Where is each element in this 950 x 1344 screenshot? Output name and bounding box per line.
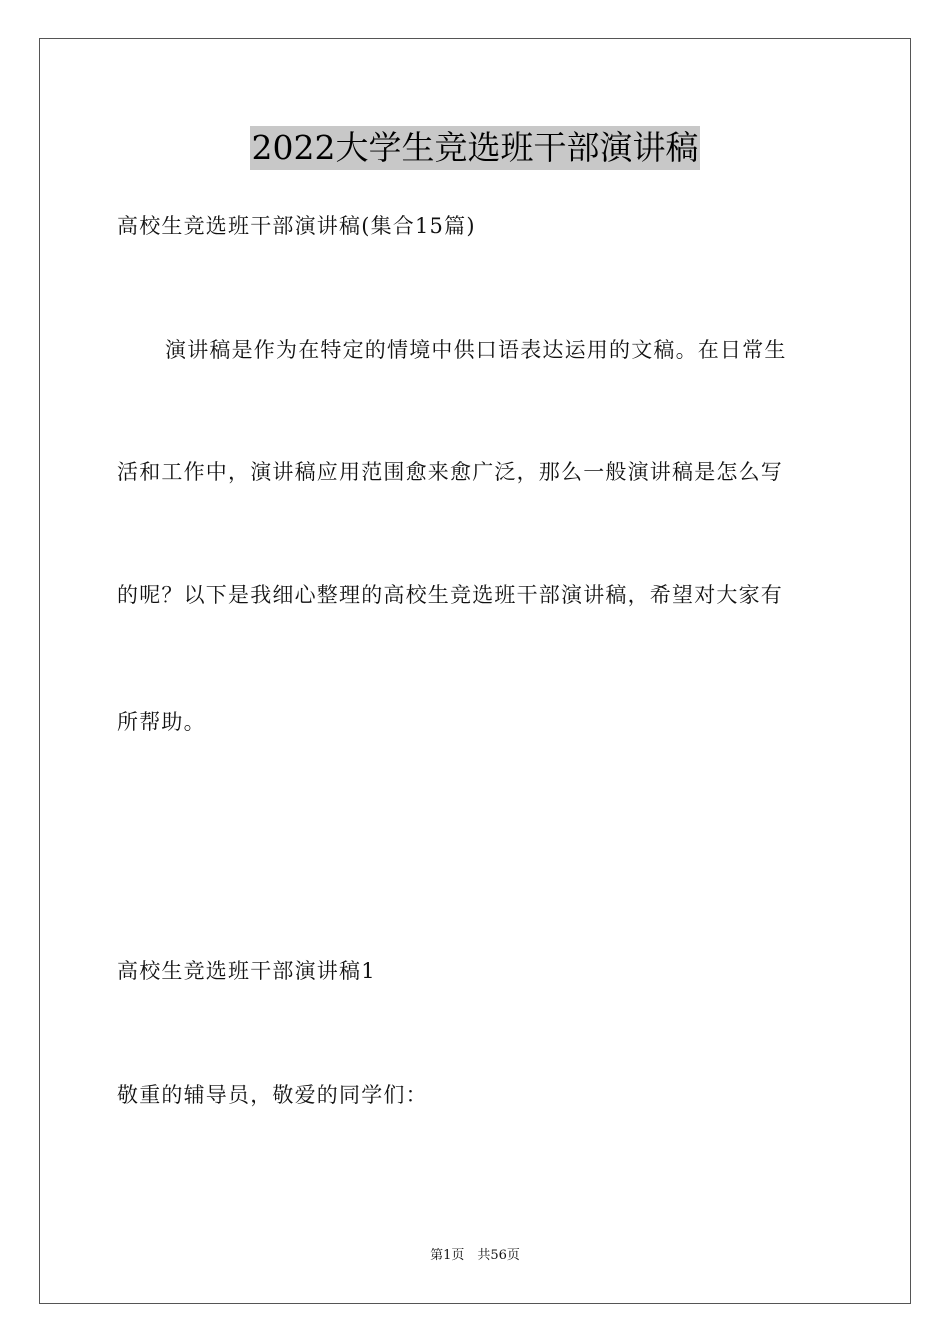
intro-line-2: 活和工作中，演讲稿应用范围愈来愈广泛，那么一般演讲稿是怎么写	[117, 460, 783, 484]
intro-line-3: 的呢？以下是我细心整理的高校生竞选班干部演讲稿，希望对大家有	[117, 583, 783, 607]
title-container	[0, 126, 950, 170]
salutation: 敬重的辅导员，敬爱的同学们：	[117, 1083, 428, 1107]
section-heading: 高校生竞选班干部演讲稿1	[117, 959, 376, 983]
document-title: 2022大学生竞选班干部演讲稿	[250, 126, 701, 170]
page-footer: 第1页 共56页	[430, 1248, 520, 1263]
document-subtitle: 高校生竞选班干部演讲稿(集合15篇)	[117, 214, 476, 238]
intro-line-4: 所帮助。	[117, 710, 206, 734]
intro-line-1: 演讲稿是作为在特定的情境中供口语表达运用的文稿。在日常生	[165, 338, 787, 362]
